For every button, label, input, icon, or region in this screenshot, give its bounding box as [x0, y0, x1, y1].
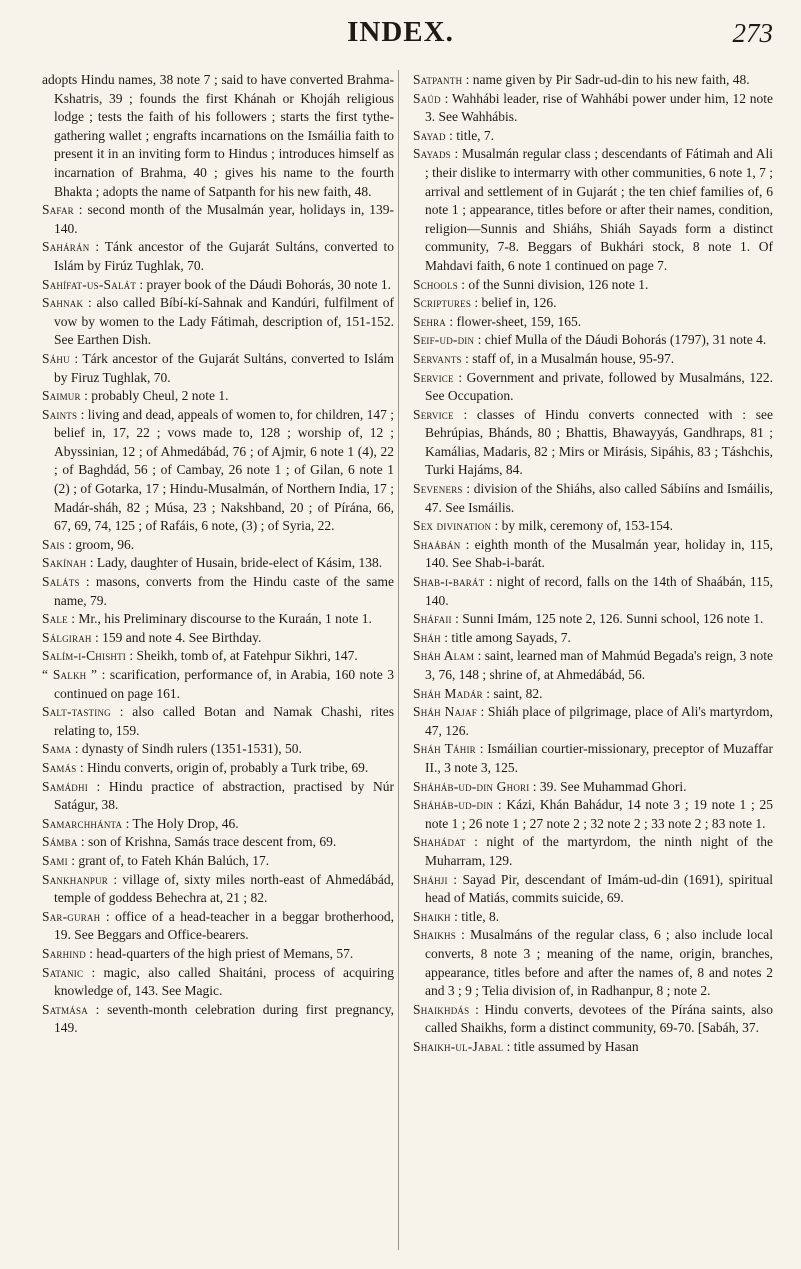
- index-entry: [42, 1001, 394, 1038]
- index-headword: Saimur: [42, 388, 81, 404]
- index-entry-text: : division of the Shiáhs, also called Sábiíns and Ismáilis, 47. See Ismáilis.: [425, 481, 774, 515]
- index-entry-text: : second month of the Musalmán year, holidays in, 139-140.: [54, 202, 395, 236]
- index-headword: Sayads: [413, 146, 451, 162]
- index-entry-text: : Hindu converts, devotees of the Pírána saints, also called Shaikhs, form a distinct community, 69-70. [Sabáh, 37.: [425, 1001, 773, 1036]
- index-headword: Satpanth: [413, 72, 463, 87]
- index-entry: [42, 294, 394, 350]
- index-entry-text: : saint, 82.: [486, 685, 543, 701]
- index-entry-text: : scarification, performance of, in Arabia, 160 note 3 continued on page 161.: [54, 667, 394, 701]
- index-entry: [413, 294, 773, 313]
- index-entry-text: : seventh-month celebration during first pregnancy, 149.: [54, 1001, 394, 1036]
- index-headword: Saints: [42, 406, 78, 422]
- index-entry-text: : 159 and note 4. See Birthday.: [94, 629, 262, 645]
- index-entry: [413, 313, 773, 332]
- index-entry-text: : Hindu converts, origin of, probably a Turk tribe, 69.: [79, 759, 369, 775]
- index-headword: Servants: [413, 350, 462, 366]
- index-entry: [413, 145, 773, 275]
- index-entry-text: : title, 7.: [449, 127, 495, 143]
- index-entry-text: : Wahhábi leader, rise of Wahhábi power under him, 12 note 3. See Wahhábis.: [425, 90, 773, 125]
- index-headword: “ Salkh ”: [42, 667, 98, 682]
- index-entry-text: : magic, also called Shaitáni, process of acquiring knowledge of, 143. See Magic.: [54, 964, 395, 999]
- index-entry-text: : chief Mulla of the Dáudi Bohorás (1797), 31 note 4.: [477, 332, 767, 348]
- index-headword: Shab-i-barát: [413, 574, 485, 590]
- index-headword: Sháh Táhir: [413, 741, 476, 757]
- page-title: INDEX.: [347, 16, 454, 48]
- index-headword: Seveners: [413, 481, 463, 497]
- index-entry: [42, 536, 394, 555]
- index-entry-text: adopts Hindu names, 38 note 7 ; said to have converted Brahma-Kshatris, 39 ; founds the first Khánah or Khojáh religious lodge ; tests the faith of his followers ; starts the first tythe-gathering wallet ; engrafts incarnations on the Ismáilia faith to present it in an inviting form to Hindus ; introduces himself as incarnation of Brahma, 40 ; gives his name to the fourth Bhakta ; adopts the name of Satpanth for his new faith, 48.: [42, 72, 394, 199]
- index-entry: [413, 1001, 773, 1038]
- index-column-left: [42, 71, 394, 1038]
- index-entry: [42, 759, 394, 778]
- index-headword: Sama: [42, 741, 72, 757]
- index-entry: [42, 629, 394, 648]
- index-entry-text: : Sayad Pir, descendant of Imám-ud-din (1691), spiritual head of Matiás, commits suicide, 69.: [425, 871, 774, 906]
- index-entry: [413, 480, 773, 517]
- index-headword: Sháh Madár: [413, 685, 483, 701]
- index-entry: [413, 629, 773, 648]
- index-headword: Sami: [42, 852, 68, 868]
- index-entry: [413, 573, 773, 610]
- index-headword: Sháhji: [413, 871, 448, 887]
- index-entry: [413, 647, 773, 684]
- index-entry: [413, 536, 773, 573]
- index-entry: [42, 871, 394, 908]
- index-headword: Sehra: [413, 313, 447, 329]
- index-entry-text: : by milk, ceremony of, 153-154.: [494, 518, 674, 534]
- index-entry-text: : Hindu practice of abstraction, practised by Núr Satágur, 38.: [54, 778, 394, 813]
- index-entry: [413, 740, 773, 777]
- index-entry-text: : belief in, 126.: [474, 295, 557, 311]
- index-entry-text: : son of Krishna, Samás trace descent from, 69.: [80, 834, 337, 850]
- index-headword: Sahífat-us-Salát: [42, 276, 137, 292]
- index-entry: [42, 276, 394, 295]
- index-entry: [42, 201, 394, 238]
- column-divider: [398, 70, 399, 1250]
- index-headword: Sais: [42, 536, 65, 552]
- index-entry: [413, 350, 773, 369]
- index-headword: Samádhi: [42, 778, 88, 794]
- index-entry: [42, 238, 394, 275]
- index-entry: [42, 945, 394, 964]
- page-number: 273: [732, 18, 773, 48]
- index-entry-text: : night of record, falls on the 14th of Shaábán, 115, 140.: [425, 574, 774, 608]
- index-headword: Shaábán: [413, 536, 461, 552]
- index-entry: [42, 778, 394, 815]
- index-entry: [413, 406, 773, 480]
- index-entry: [413, 276, 773, 295]
- index-entry-text: : prayer book of the Dáudi Bohorás, 30 note 1.: [139, 276, 391, 292]
- index-headword: Shaikhs: [413, 927, 456, 943]
- index-entry-text: : title assumed by Hasan: [506, 1038, 639, 1054]
- index-entry: [42, 908, 394, 945]
- index-entry: [42, 703, 394, 740]
- index-entry: [42, 573, 394, 610]
- index-headword: Saúd: [413, 90, 441, 106]
- index-headword: Sháháb-ud-din: [413, 797, 494, 813]
- index-entry: [413, 71, 773, 90]
- index-entry-text: : dynasty of Sindh rulers (1351-1531), 50.: [74, 741, 302, 757]
- index-headword: Sar-gurah: [42, 908, 101, 924]
- index-headword: Salt-tasting: [42, 704, 111, 720]
- index-headword: Sayad: [413, 127, 446, 143]
- index-headword: Sháh Alam: [413, 648, 475, 664]
- index-entry-text: : also called Bíbí-kí-Sahnak and Kandúri, fulfilment of vow by women to the Lady Fátimah, description of, 151-152. See Earthen Dish.: [54, 295, 394, 348]
- index-headword: Service: [413, 406, 454, 422]
- index-entry: [413, 331, 773, 350]
- index-entry: [413, 833, 773, 870]
- index-entry-text: : office of a head-teacher in a beggar brotherhood, 19. See Beggars and Office-bearers.: [54, 908, 395, 943]
- index-entry: [413, 908, 773, 927]
- index-entry-text: : staff of, in a Musalmán house, 95-97.: [465, 350, 675, 366]
- index-entry-text: : Sunni Imám, 125 note 2, 126. Sunni school, 126 note 1.: [455, 611, 764, 627]
- index-headword: Satanic: [42, 964, 84, 980]
- index-headword: Sháháb-ud-din Ghori: [413, 778, 530, 794]
- index-entry-text: : Government and private, followed by Musalmáns, 122. See Occupation.: [425, 369, 773, 404]
- index-entry-text: : Musalmán regular class ; descendants of Fátimah and Ali ; their dislike to intermarry with other communities, 6 note 1, 7 ; arrival and settlement of in Gujarát ; the ten chief families of, 6 note 1 ; appearance, titles before or after their names, condition, religion—Sunnis and Shiáhs, Shiáh Sayads form a distinct community, 7-8. Beggars of Bukhári stock, 8 note 1. Of Mahdavi faith, 6 note 1 continued on page 7.: [425, 146, 774, 273]
- index-entry: [413, 369, 773, 406]
- index-entry: [42, 71, 394, 201]
- index-entry: [413, 871, 773, 908]
- index-entry-text: : flower-sheet, 159, 165.: [449, 313, 582, 329]
- index-entry-text: : living and dead, appeals of women to, for children, 147 ; belief in, 17, 22 ; vows made to, 128 ; worship of, 12 ; Abyssinian, 12 ; of Ahmedábád, 76 ; of Ajmir, 6 note 1 (4), 22 ; of Baghdád, 56 ; of Cambay, 26 note 1 ; of Gilan, 6 note 1 (2) ; of Gotarka, 17 ; Hindu-Musalmán, of Northern India, 17 ; Madár-sháh, 82 ; Músa, 23 ; Nakshband, 20 ; of Pírána, 66, 67, 69, 74, 125 ; of Rafáis, 6 note, (3) ; of Syria, 22.: [54, 406, 395, 534]
- index-headword: Seif-ud-din: [413, 332, 475, 348]
- index-entry: [42, 554, 394, 573]
- index-headword: Satmása: [42, 1001, 88, 1017]
- index-headword: Samás: [42, 759, 77, 775]
- index-headword: Sex divination: [413, 518, 492, 534]
- index-entry-text: : masons, converts from the Hindu caste of the same name, 79.: [54, 574, 394, 608]
- index-entry-text: : Ismáilian courtier-missionary, preceptor of Muzaffar II., 3 note 3, 125.: [425, 741, 774, 775]
- index-entry-text: : eighth month of the Musalmán year, holiday in, 115, 140. See Shab-i-barát.: [425, 536, 773, 571]
- index-entry: [413, 90, 773, 127]
- index-headword: Scriptures: [413, 295, 472, 311]
- index-entry-text: : Mr., his Preliminary discourse to the Kuraán, 1 note 1.: [71, 611, 372, 627]
- index-entry-text: : also called Botan and Namak Chashi, rites relating to, 159.: [54, 704, 394, 738]
- index-entry-text: : groom, 96.: [68, 536, 135, 552]
- index-entry: [413, 685, 773, 704]
- index-headword: Shaikhdás: [413, 1001, 470, 1017]
- index-entry: [42, 852, 394, 871]
- index-headword: Sakínah: [42, 555, 87, 571]
- index-headword: Sháh Najaf: [413, 704, 477, 720]
- index-entry-text: : night of the martyrdom, the ninth night of the Muharram, 129.: [425, 834, 774, 868]
- index-entry-text: : The Holy Drop, 46.: [125, 815, 239, 831]
- index-entry-text: : title, 8.: [454, 908, 500, 924]
- index-headword: Shaikh-ul-Jabal: [413, 1038, 504, 1054]
- index-headword: Shahádat: [413, 834, 466, 850]
- index-entry: [42, 740, 394, 759]
- index-entry-text: : 39. See Muhammad Ghori.: [532, 778, 687, 794]
- index-entry-text: : title among Sayads, 7.: [444, 629, 571, 645]
- index-entry-text: : probably Cheul, 2 note 1.: [84, 388, 229, 404]
- index-headword: Sháfaii: [413, 611, 452, 627]
- index-entry-text: : Musalmáns of the regular class, 6 ; also include local converts, 8 note 3 ; meaning of the name, origin, branches, appearance, titles before and after the names of, 8 and notes 2 and 3 ; 9 ; Telia division of, in Radhanpur, 8 ; note 2.: [425, 927, 774, 999]
- index-headword: Shaikh: [413, 908, 451, 924]
- index-entry-text: : classes of Hindu converts connected with : see Behrúpias, Bhánds, 80 ; Bhattis, Bhawayyás, Gandhraps, 81 ; Kamálias, Madaris, 82 ; Mirs or Mirásis, Sipáhis, 83 ; Táshchis, Turki Hajáms, 84.: [425, 406, 774, 478]
- index-entry: [413, 796, 773, 833]
- index-column-right: [413, 71, 773, 1056]
- index-headword: Salím-i-Chishti: [42, 648, 126, 664]
- index-entry: [42, 387, 394, 406]
- index-entry: [42, 406, 394, 536]
- index-entry-text: : Tárk ancestor of the Gujarát Sultáns, converted to Islám by Firuz Tughlak, 70.: [54, 350, 394, 385]
- index-entry-text: : saint, learned man of Mahmúd Begada's reign, 3 note 3, 76, 148 ; shrine of, at Ahmedábád, 56.: [425, 648, 774, 682]
- index-headword: Sale: [42, 611, 68, 627]
- index-headword: Sáhu: [42, 350, 70, 366]
- index-headword: Safar: [42, 202, 74, 218]
- index-headword: Saláts: [42, 574, 80, 590]
- index-headword: Sháh: [413, 629, 441, 645]
- index-headword: Samarchhánta: [42, 815, 123, 831]
- index-entry-text: : Sheikh, tomb of, at Fatehpur Sikhri, 147.: [129, 648, 358, 664]
- index-entry-text: : Tánk ancestor of the Gujarát Sultáns, converted to Islám by Firúz Tughlak, 70.: [54, 239, 394, 273]
- index-headword: Schools: [413, 276, 458, 292]
- index-entry-text: : head-quarters of the high priest of Memans, 57.: [89, 945, 354, 961]
- index-entry: [413, 610, 773, 629]
- index-headword: Sámba: [42, 834, 78, 850]
- index-entry-text: : village of, sixty miles north-east of Ahmedábád, temple of goddess Behechra at, 21 ; 82.: [54, 871, 395, 906]
- index-entry: [42, 666, 394, 703]
- index-headword: Sarhind: [42, 945, 86, 961]
- page-header: [0, 16, 801, 56]
- index-headword: Sankhanpur: [42, 871, 109, 887]
- index-headword: Sahnak: [42, 295, 84, 311]
- index-entry: [413, 926, 773, 1000]
- index-entry: [413, 127, 773, 146]
- index-entry: [42, 964, 394, 1001]
- index-entry: [413, 517, 773, 536]
- index-entry: [42, 647, 394, 666]
- index-headword: Service: [413, 369, 454, 385]
- index-entry: [413, 778, 773, 797]
- index-entry: [42, 610, 394, 629]
- index-entry: [42, 350, 394, 387]
- index-entry-text: : grant of, to Fateh Khán Balúch, 17.: [71, 852, 270, 868]
- index-entry: [413, 1038, 773, 1057]
- index-entry-text: : name given by Pir Sadr-ud-din to his new faith, 48.: [465, 72, 750, 87]
- index-entry: [42, 833, 394, 852]
- index-entry: [42, 815, 394, 834]
- index-entry: [413, 703, 773, 740]
- index-headword: Sálgirah: [42, 629, 92, 645]
- index-headword: Sahárán: [42, 239, 90, 255]
- index-entry-text: : Shiáh place of pilgrimage, place of Ali's martyrdom, 47, 126.: [425, 704, 774, 738]
- index-entry-text: : Lady, daughter of Husain, bride-elect of Kásim, 138.: [89, 555, 383, 571]
- index-entry-text: : of the Sunni division, 126 note 1.: [461, 276, 649, 292]
- index-entry-text: : Kázi, Khán Bahádur, 14 note 3 ; 19 note 1 ; 25 note 1 ; 26 note 1 ; 27 note 2 ; 32 note 2 ; 33 note 2 ; 83 note 1.: [425, 797, 774, 831]
